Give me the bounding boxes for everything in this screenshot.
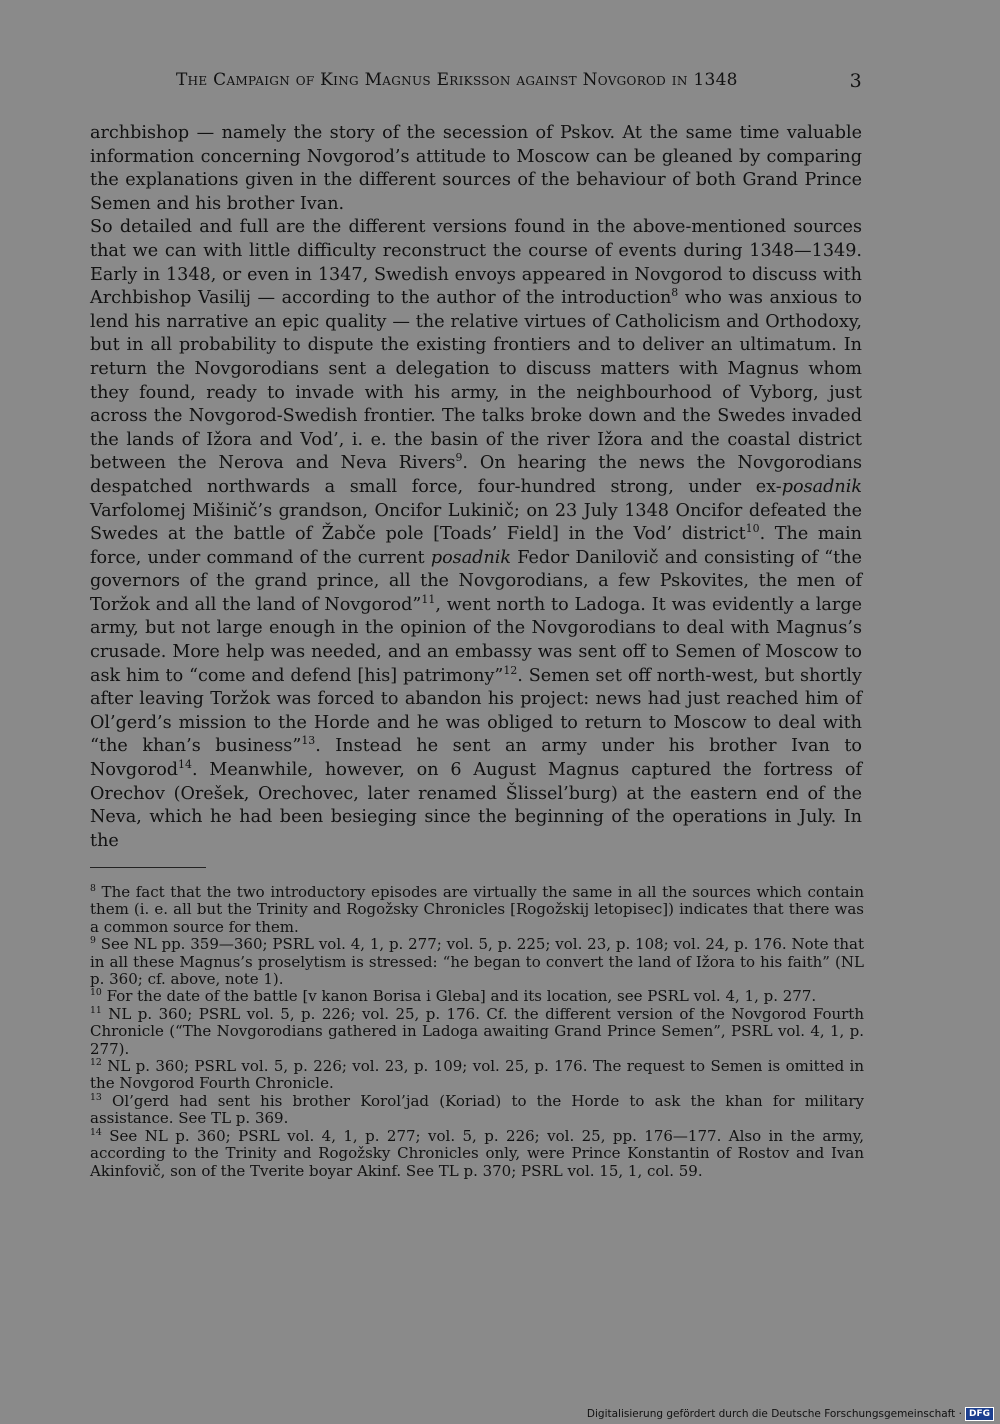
footnote-text: NL p. 360; PSRL vol. 5, p. 226; vol. 25, p. 176. Cf. the different version of the Novgorod Fourth Chronicle (“The Novgorodians gathered in Ladoga awaiting Grand Prince Semen”, PSRL vol. 4, 1, p. 277). [90, 1004, 864, 1058]
footnote-number: 8 [90, 883, 96, 894]
text-run: . Instead he sent an army under his brother Ivan to Novgorod [90, 736, 862, 781]
footnote-ref-14[interactable]: 14 [178, 758, 192, 772]
italic-term: posadnik [430, 547, 512, 568]
footnote-number: 13 [90, 1091, 102, 1103]
page-number: 3 [849, 70, 862, 92]
credit-text: Digitalisierung gefördert durch die Deutsche Forschungsgemeinschaft · [586, 1408, 962, 1420]
footnote-ref-8[interactable]: 8 [671, 286, 679, 300]
paragraph-2 [90, 216, 862, 853]
footnote-9 [90, 936, 864, 988]
footnote-number: 9 [90, 935, 96, 947]
footnote-ref-11[interactable]: 11 [421, 593, 436, 607]
running-title: The Campaign of King Magnus Eriksson against Novgorod in 1348 [176, 70, 738, 90]
text-run: . Meanwhile, however, on 6 August Magnus captured the fortress of Orechov (Orešek, Orechovec, later renamed Šlissel’burg) at the eastern end of the Neva, which he had been besieging since the beginning of the operations in July. In the [90, 760, 862, 851]
main-text [90, 122, 862, 853]
footnote-10 [90, 988, 864, 1005]
text-run: . On hearing the news the Novgorodians despatched northwards a small force, four-hundred strong, under ex- [90, 453, 862, 497]
text-run: Varfolomej Mišinič’s grandson, Oncifor Lukinič; on 23 July 1348 Oncifor defeated the Swedes at the battle of Žabče pole [Toads’ Field] in the Vod’ district [90, 500, 862, 545]
text-run: . Semen set off north-west, but shortly after leaving Toržok was forced to abandon his project: news had just reached him of Ol’gerd’s mission to the Horde and he was obliged to return to Moscow to deal with “the khan’s business” [90, 665, 862, 757]
footnote-number: 12 [90, 1057, 102, 1069]
footnote-ref-13[interactable]: 13 [301, 734, 316, 748]
dfg-logo: DFG [965, 1407, 994, 1421]
footnote-number: 10 [90, 987, 102, 999]
footnote-text: The fact that the two introductory episodes are virtually the same in all the sources which contain them (i. e. all but the Trinity and Rogožsky Chronicles [Rogožskij letopisec]) indicates that there was a common source for them. [90, 883, 864, 936]
footnote-ref-10[interactable]: 10 [745, 522, 760, 536]
footnote-12 [90, 1058, 864, 1093]
footnote-13 [90, 1093, 864, 1128]
text-run: Fedor Danilovič and consisting of “the governors of the grand prince, all the Novgorodians, a few Pskovites, the men of Toržok and all the land of Novgorod” [90, 547, 862, 615]
text-run: , went north to Ladoga. It was evidently a large army, but not large enough in the opinion of the Novgorodians to deal with Magnus’s crusade. More help was needed, and an embassy was sent off to Semen of Moscow to ask him to “come and defend [his] patrimony” [90, 594, 862, 686]
footnote-11 [90, 1006, 864, 1058]
italic-term: posadnik [781, 476, 862, 497]
paragraph-1: archbishop — namely the story of the secession of Pskov. At the same time valuable information concerning Novgorod’s attitude to Moscow can be gleaned by comparing the explanations given in the different sources of the behaviour of both Grand Prince Semen and his brother Ivan. [90, 123, 862, 214]
footnote-14 [90, 1128, 864, 1180]
footnotes [90, 884, 864, 1180]
running-header [90, 70, 862, 96]
text-run: who was anxious to lend his narrative an epic quality — the relative virtues of Catholicism and Orthodoxy, but in all probability to dispute the existing frontiers and to deliver an ultimatum. In return the Novgorodians sent a delegation to discuss matters with Magnus whom they found, ready to invade with his army, in the neighbourhood of Vyborg, just across the Novgorod-Swedish frontier. The talks broke down and the Swedes invaded the lands of Ižora and Vod’, i. e. the basin of the river Ižora and the coastal district between the Nerova and Neva Rivers [90, 288, 862, 474]
footnote-ref-9[interactable]: 9 [455, 451, 463, 465]
footnote-divider [90, 867, 206, 868]
text-run: . The main force, under command of the current [90, 524, 863, 568]
text-run: So detailed and full are the different versions found in the above-mentioned sources that we can with little difficulty reconstruct the course of events during 1348—1349. Early in 1348, or even in 1347, Swedish envoys appeared in Novgorod to discuss with Archbishop Vasilij — according to the author of the introduction [90, 217, 862, 309]
footnote-text: See NL p. 360; PSRL vol. 4, 1, p. 277; vol. 5, p. 226; vol. 25, pp. 176—177. Also in the army, according to the Trinity and Rogožsky Chronicles only, were Prince Konstantin of Rostov and Ivan Akinfovič, son of the Tverite boyar Akinf. See TL p. 370; PSRL vol. 15, 1, col. 59. [90, 1126, 864, 1180]
footnote-text: For the date of the battle [v kanon Borisa i Gleba] and its location, see PSRL vol. 4, 1, p. 277. [101, 987, 817, 1006]
footnote-number: 14 [90, 1126, 102, 1138]
footnote-text: NL p. 360; PSRL vol. 5, p. 226; vol. 23, p. 109; vol. 25, p. 176. The request to Semen is omitted in the Novgorod Fourth Chronicle. [90, 1057, 864, 1093]
footnote-text: Ol’gerd had sent his brother Korol’jad (Koriad) to the Horde to ask the khan for military assistance. See TL p. 369. [90, 1091, 864, 1128]
footnote-ref-12[interactable]: 12 [503, 663, 518, 677]
footnote-number: 11 [90, 1004, 102, 1016]
digitization-credit [587, 1407, 994, 1421]
footnote-8 [90, 884, 864, 936]
footnote-text: See NL pp. 359—360; PSRL vol. 4, 1, p. 277; vol. 5, p. 225; vol. 23, p. 108; vol. 24, p. 176. Note that in all these Magnus’s proselytism is stressed: “he began to convert the land of Ižora to his faith” (NL p. 360; cf. above, note 1). [90, 935, 864, 989]
